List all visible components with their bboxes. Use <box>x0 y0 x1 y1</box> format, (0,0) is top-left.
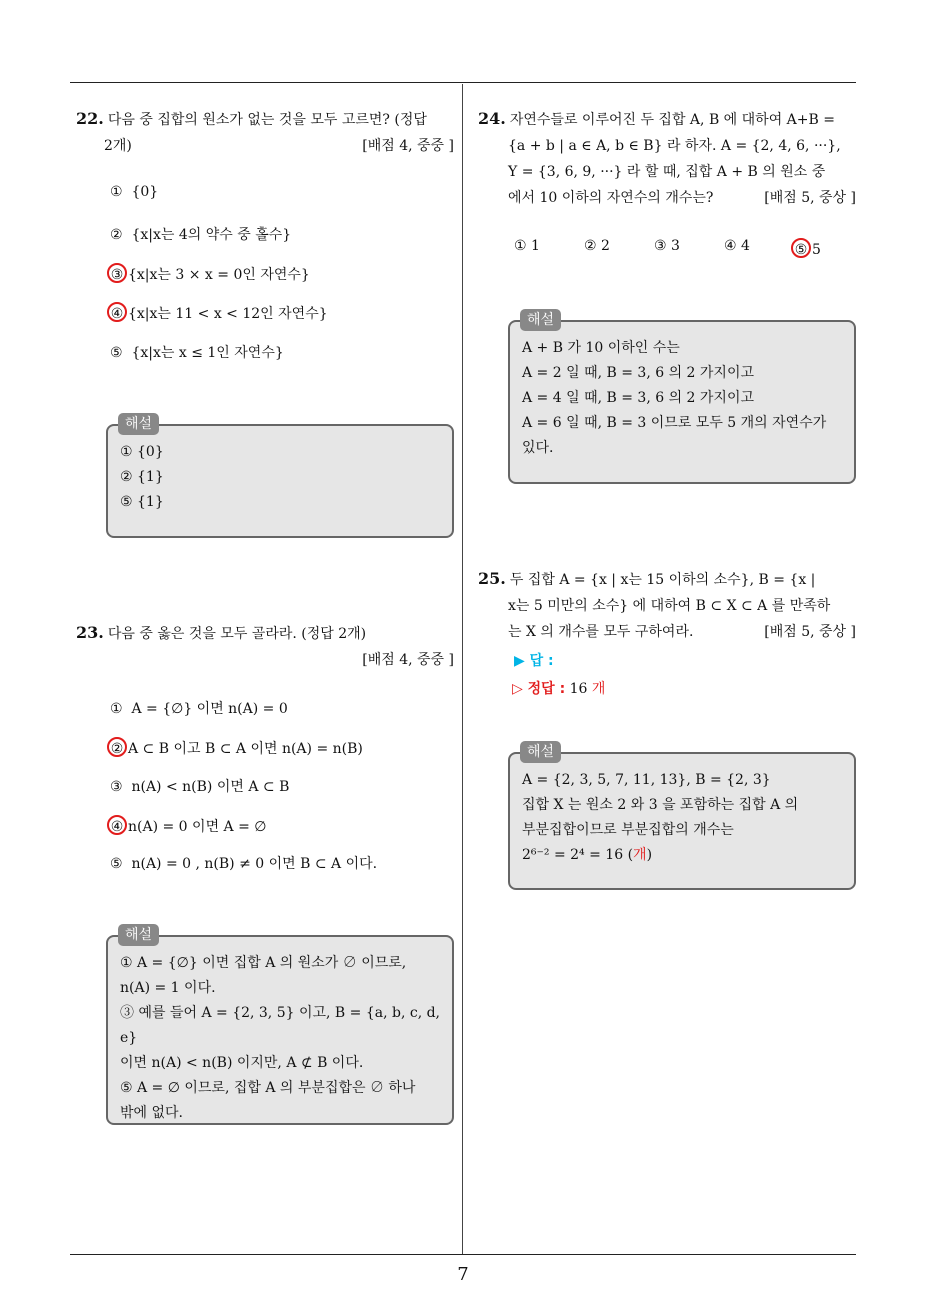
selected-circle: ④ <box>107 815 127 835</box>
solution-tag: 해설 <box>520 309 561 331</box>
page-number: 7 <box>457 1264 469 1285</box>
option-2[interactable]: ② 2 <box>584 238 610 254</box>
option-4-selected[interactable]: ④ {x|x는 11 < x < 12인 자연수} <box>110 302 328 323</box>
question-22 <box>76 106 454 159</box>
question-text: 에서 10 이하의 자연수의 개수는? <box>508 190 714 206</box>
selected-circle: ⑤ <box>791 238 811 258</box>
solution-box-22 <box>106 416 454 538</box>
question-text: 자연수들로 이루어진 두 집합 A, B 에 대하여 A+B = <box>509 112 835 128</box>
solution-box-24 <box>508 312 856 484</box>
solution-line: ① {0} <box>120 444 164 460</box>
option-3[interactable]: ③ 3 <box>654 238 680 254</box>
solution-line: 있다. <box>522 440 554 456</box>
question-number: 24. <box>478 109 506 128</box>
solution-line: 이면 n(A) < n(B) 이지만, A ⊄ B 이다. <box>120 1055 364 1071</box>
solution-tag: 해설 <box>118 924 159 946</box>
solution-line: 부분집합이므로 부분집합의 개수는 <box>522 822 734 838</box>
question-text: {a + b | a ∈ A, b ∈ B} 라 하자. A = {2, 4, 6, ···}, <box>508 138 841 154</box>
option-2-selected[interactable]: ② A ⊂ B 이고 B ⊂ A 이면 n(A) = n(B) <box>110 737 363 758</box>
solution-line: A = 4 일 때, B = 3, 6 의 2 가지이고 <box>522 390 755 406</box>
option-2[interactable]: ② {x|x는 4의 약수 중 홀수} <box>110 227 292 243</box>
solution-line: n(A) = 1 이다. <box>120 980 216 996</box>
correct-unit: 개 <box>591 681 606 697</box>
option-5[interactable]: ⑤ {x|x는 x ≤ 1인 자연수} <box>110 345 284 361</box>
solution-line: ⑤ {1} <box>120 494 164 510</box>
question-24 <box>478 106 856 211</box>
score-meta: [배점 5, 중상 ] <box>764 190 856 206</box>
solution-line: ① A = {∅} 이면 집합 A 의 원소가 ∅ 이므로, <box>120 955 407 971</box>
correct-answer <box>512 678 605 698</box>
score-meta: [배점 4, 중중 ] <box>362 652 454 668</box>
question-text: 두 집합 A = {x | x는 15 이하의 소수}, B = {x | <box>509 572 816 588</box>
solution-line: A = {2, 3, 5, 7, 11, 13}, B = {2, 3} <box>522 772 771 788</box>
option-3-selected[interactable]: ③ {x|x는 3 × x = 0인 자연수} <box>110 263 310 284</box>
option-4[interactable]: ④ 4 <box>724 238 750 254</box>
question-text: Y = {3, 6, 9, ···} 라 할 때, 집합 A + B 의 원소 중 <box>508 164 826 180</box>
question-text: 는 X 의 개수를 모두 구하여라. <box>508 624 694 640</box>
question-23 <box>76 620 454 673</box>
option-5[interactable]: ⑤ n(A) = 0 , n(B) ≠ 0 이면 B ⊂ A 이다. <box>110 856 378 872</box>
question-number: 23. <box>76 623 104 642</box>
question-text-cont: 2개) <box>104 138 132 154</box>
question-number: 22. <box>76 109 104 128</box>
solution-line: A + B 가 10 이하인 수는 <box>522 340 680 356</box>
question-25 <box>478 566 856 645</box>
top-rule <box>70 82 856 83</box>
question-text: x는 5 미만의 소수} 에 대하여 B ⊂ X ⊂ A 를 만족하 <box>508 598 831 614</box>
option-1[interactable]: ① A = {∅} 이면 n(A) = 0 <box>110 701 288 717</box>
answer-label: ▶ 답 : <box>514 653 554 669</box>
selected-circle: ③ <box>107 263 127 283</box>
solution-line: ② {1} <box>120 469 164 485</box>
solution-box-25 <box>508 744 856 890</box>
correct-label: ▷ 정답 : <box>512 681 566 697</box>
option-4-selected[interactable]: ④ n(A) = 0 이면 A = ∅ <box>110 815 266 836</box>
solution-line: A = 6 일 때, B = 3 이므로 모두 5 개의 자연수가 <box>522 415 827 431</box>
correct-value: 16 <box>569 681 588 697</box>
solution-tag: 해설 <box>118 413 159 435</box>
solution-line: A = 2 일 때, B = 3, 6 의 2 가지이고 <box>522 365 755 381</box>
options-row <box>514 238 821 258</box>
option-5-selected[interactable]: ⑤ 5 <box>794 238 821 258</box>
solution-line: ⑤ A = ∅ 이므로, 집합 A 의 부분집합은 ∅ 하나 <box>120 1080 416 1096</box>
selected-circle: ② <box>107 737 127 757</box>
solution-tag: 해설 <box>520 741 561 763</box>
score-meta: [배점 5, 중상 ] <box>764 624 856 640</box>
question-text: 다음 중 옳은 것을 모두 골라라. (정답 2개) <box>107 626 367 642</box>
column-divider <box>462 84 463 1254</box>
solution-line: 집합 X 는 원소 2 와 3 을 포함하는 집합 A 의 <box>522 797 799 813</box>
selected-circle: ④ <box>107 302 127 322</box>
score-meta: [배점 4, 중중 ] <box>362 138 454 154</box>
solution-line: 밖에 없다. <box>120 1105 183 1121</box>
question-number: 25. <box>478 569 506 588</box>
question-text: 다음 중 집합의 원소가 없는 것을 모두 고르면? (정답 <box>107 112 427 128</box>
option-1[interactable]: ① {0} <box>110 184 159 200</box>
option-1[interactable]: ① 1 <box>514 238 540 254</box>
solution-line: ③ 예를 들어 A = {2, 3, 5} 이고, B = {a, b, c, d, e} <box>120 1005 441 1046</box>
solution-box-23 <box>106 927 454 1125</box>
option-3[interactable]: ③ n(A) < n(B) 이면 A ⊂ B <box>110 779 290 795</box>
solution-formula: 2⁶⁻² = 2⁴ = 16 (개) <box>522 847 653 863</box>
bottom-rule <box>70 1254 856 1255</box>
